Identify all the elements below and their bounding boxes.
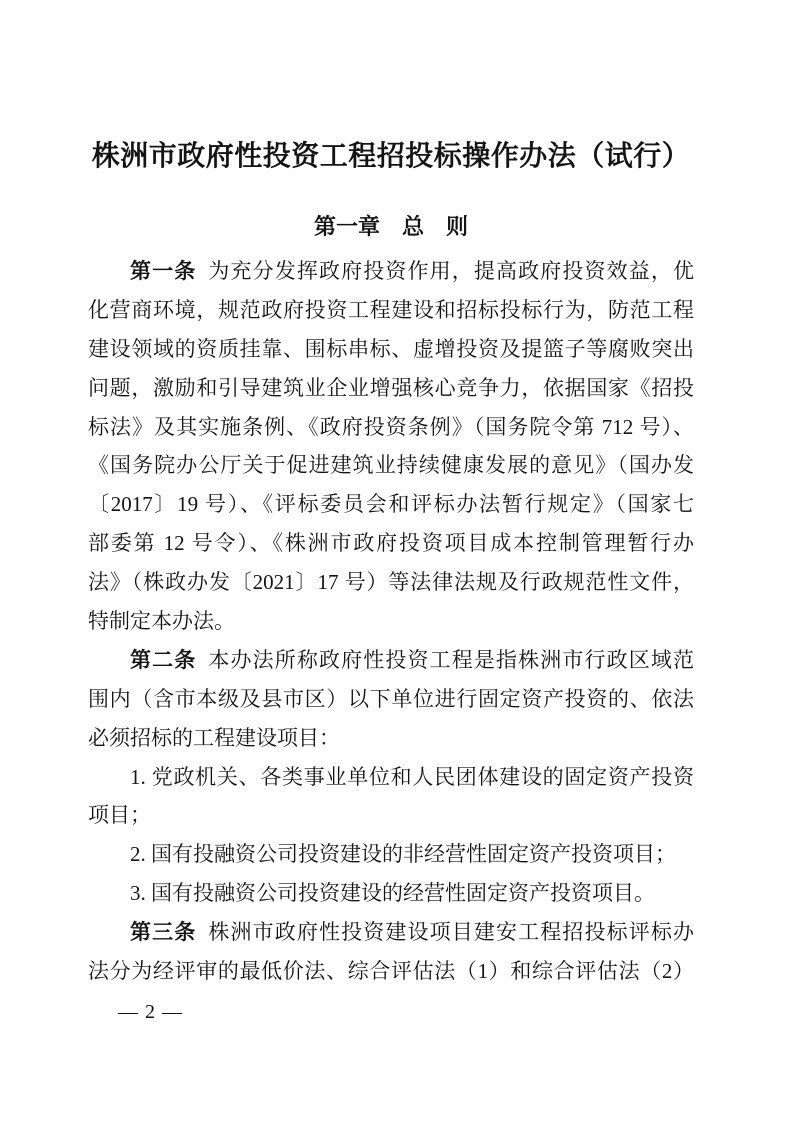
body-line: 标法》及其实施条例、《政府投资条例》（国务院令第 712 号）、 [88, 414, 694, 439]
body-line: 特制定本办法。 [88, 609, 235, 634]
body-line: 〔2017〕19 号）、《评标委员会和评标办法暂行规定》（国家七 [88, 492, 694, 517]
body-line: 《国务院办公厅关于促进建筑业持续健康发展的意见》（国办发 [88, 453, 694, 478]
article-label: 第三条 [130, 921, 197, 945]
body-line: 2. 国有投融资公司投资建设的非经营性固定资产投资项目； [130, 842, 676, 867]
body-line: 法》（株政办发〔2021〕17 号）等法律法规及行政规范性文件， [88, 570, 694, 595]
article-label: 第一条 [130, 260, 197, 283]
body-line: 必须招标的工程建设项目： [88, 725, 340, 750]
body-line: 建设领域的资质挂靠、围标串标、虚增投资及提篮子等腐败突出 [88, 336, 694, 361]
body-line: 问题，激励和引导建筑业企业增强核心竞争力，依据国家《招投 [88, 375, 694, 400]
body-line: 第三条 株洲市政府性投资建设项目建安工程招投标评标办 [130, 920, 694, 945]
body-line: 第二条 本办法所称政府性投资工程是指株洲市行政区域范 [130, 647, 694, 672]
body-line: 3. 国有投融资公司投资建设的经营性固定资产投资项目。 [130, 881, 655, 906]
chapter-heading: 第一章 总 则 [313, 214, 468, 239]
body-lines [88, 252, 694, 991]
body-line: 部委第 12 号令）、《株洲市政府投资项目成本控制管理暂行办 [88, 531, 694, 556]
body-line: 法分为经评审的最低价法、综合评估法（1）和综合评估法（2） [88, 959, 694, 984]
body-line: 化营商环境，规范政府投资工程建设和招标投标行为，防范工程 [88, 297, 694, 322]
page-number: — 2 — [118, 1001, 183, 1023]
body-line: 围内（含市本级及县市区）以下单位进行固定资产投资的、依法 [88, 686, 694, 711]
document-title: 株洲市政府性投资工程招投标操作办法（试行） [91, 141, 691, 172]
body-line: 项目； [88, 803, 151, 828]
body-line: 1. 党政机关、各类事业单位和人民团体建设的固定资产投资 [130, 764, 694, 789]
body-line: 第一条 为充分发挥政府投资作用，提高政府投资效益，优 [130, 259, 694, 283]
article-label: 第二条 [130, 648, 197, 672]
